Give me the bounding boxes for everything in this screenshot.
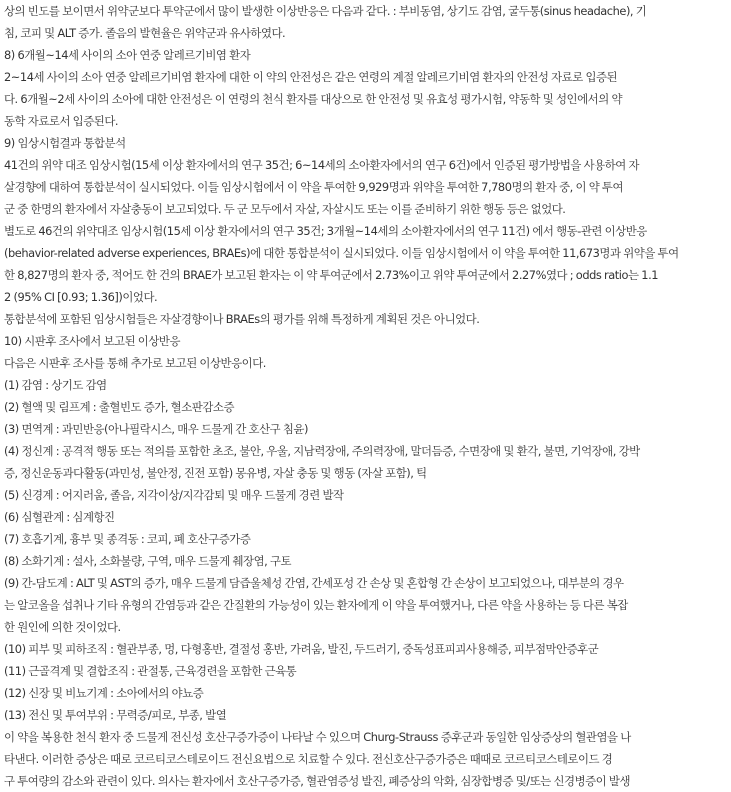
list-item-continuation: 는 알코올을 섭취나 기타 유형의 간염등과 같은 간질환의 가능성이 있는 환자에게 이 약을 투여했거나, 다른 약을 사용하는 등 다른 복잡 [4, 598, 628, 612]
list-item: (5) 신경계 : 어지러움, 졸음, 지각이상/지각감퇴 및 매우 드물게 경련 발작 [4, 488, 344, 502]
text-line: 2 (95% CI [0.93; 1.36])이었다. [4, 290, 158, 304]
text-line: 타낸다. 이러한 증상은 때로 코르티코스테로이드 전신요법으로 치료할 수 있다. 전신호산구증가증은 때때로 코르티코스테로이드 경 [4, 752, 613, 766]
section-heading-9: 9) 임상시험결과 통합분석 [4, 136, 126, 150]
text-line: 다. 6개월~2세 사이의 소아에 대한 안전성은 이 연령의 천식 환자를 대상으로 한 안전성 및 유효성 평가시험, 약동학 및 성인에서의 약 [4, 92, 622, 106]
list-item: (13) 전신 및 투여부위 : 무력증/피로, 부종, 발열 [4, 708, 227, 722]
list-item: (11) 근골격계 및 결합조직 : 관절통, 근육경련을 포함한 근육통 [4, 664, 297, 678]
text-line: 이 약을 복용한 천식 환자 중 드물게 전신성 호산구증가증이 나타날 수 있으며 Churg-Strauss 증후군과 동일한 임상증상의 혈관염을 나 [4, 730, 631, 744]
text-line: 통합분석에 포함된 임상시험들은 자살경향이나 BRAEs의 평가를 위해 특정하게 계획된 것은 아니었다. [4, 312, 480, 326]
list-item: (6) 심혈관계 : 심계항진 [4, 510, 115, 524]
section-heading-8: 8) 6개월~14세 사이의 소아 연중 알레르기비염 환자 [4, 48, 251, 62]
list-item: (10) 피부 및 피하조직 : 혈관부종, 멍, 다형홍반, 결절성 홍반, 가려움, 발진, 두드러기, 중독성표피괴사용해증, 피부점막안증후군 [4, 642, 599, 656]
list-item: (12) 신장 및 비뇨기계 : 소아에서의 야뇨증 [4, 686, 204, 700]
list-item: (1) 감염 : 상기도 감염 [4, 378, 107, 392]
text-line: 41건의 위약 대조 임상시험(15세 이상 환자에서의 연구 35건; 6~14세의 소아환자에서의 연구 6건)에서 인증된 평가방법을 사용하여 자 [4, 158, 640, 172]
text-line: 침, 코피 및 ALT 증가. 졸음의 발현율은 위약군과 유사하였다. [4, 26, 286, 40]
list-item: (3) 면역계 : 과민반응(아나필락시스, 매우 드물게 간 호산구 침윤) [4, 422, 308, 436]
text-line: 구 투여량의 감소와 관련이 있다. 의사는 환자에서 호산구증가증, 혈관염증성 발진, 폐증상의 악화, 심장합병증 및/또는 신경병증이 발생 [4, 774, 631, 788]
list-item: (2) 혈액 및 림프계 : 출혈빈도 증가, 혈소판감소증 [4, 400, 234, 414]
section-heading-10: 10) 시판후 조사에서 보고된 이상반응 [4, 334, 181, 348]
text-line: (behavior-related adverse experiences, BRAEs)에 대한 통합분석이 실시되었다. 이들 임상시험에서 이 약을 투여한 11,673명과 위약을 투여 [4, 246, 679, 260]
document-body [4, 0, 729, 792]
text-line: 2~14세 사이의 소아 연중 알레르기비염 환자에 대한 이 약의 안전성은 같은 연령의 계절 알레르기비염 환자의 안전성 자료로 입증된 [4, 70, 618, 84]
list-item: (9) 간-담도계 : ALT 및 AST의 증가, 매우 드물게 담즙울체성 간염, 간세포성 간 손상 및 혼합형 간 손상이 보고되었으나, 대부분의 경우 [4, 576, 624, 590]
list-item: (8) 소화기계 : 설사, 소화불량, 구역, 매우 드물게 췌장염, 구토 [4, 554, 292, 568]
list-item-continuation: 한 원인에 의한 것이었다. [4, 620, 121, 634]
text-line: 별도로 46건의 위약대조 임상시험(15세 이상 환자에서의 연구 35건; 3개월~14세의 소아환자에서의 연구 11건) 에서 행동-관련 이상반응 [4, 224, 647, 238]
text-line: 군 중 한명의 환자에서 자살충동이 보고되었다. 두 군 모두에서 자살, 자살시도 또는 이를 준비하기 위한 행동 등은 없었다. [4, 202, 566, 216]
text-line: 다음은 시판후 조사를 통해 추가로 보고된 이상반응이다. [4, 356, 266, 370]
list-item: (4) 정신계 : 공격적 행동 또는 적의를 포함한 초조, 불안, 우울, 지남력장애, 주의력장애, 말더듬증, 수면장애 및 환각, 불면, 기억장애, 강박 [4, 444, 640, 458]
text-line: 상의 빈도를 보이면서 위약군보다 투약군에서 많이 발생한 이상반응은 다음과 같다. : 부비동염, 상기도 감염, 굴두통(sinus headache), 기 [4, 4, 647, 18]
text-line: 동학 자료로서 입증된다. [4, 114, 119, 128]
list-item: (7) 호흡기계, 흉부 및 종격동 : 코피, 폐 호산구증가증 [4, 532, 251, 546]
list-item-continuation: 증, 정신운동과다활동(과민성, 불안정, 진전 포함) 몽유병, 자살 충동 및 행동 (자살 포함), 틱 [4, 466, 427, 480]
text-line: 한 8,827명의 환자 중, 적어도 한 건의 BRAE가 보고된 환자는 이 약 투여군에서 2.73%이고 위약 투여군에서 2.27%였다 ; odds ratio는 1.1 [4, 268, 659, 282]
text-line: 살경향에 대하여 통합분석이 실시되었다. 이들 임상시험에서 이 약을 투여한 9,929명과 위약을 투여한 7,780명의 환자 중, 이 약 투여 [4, 180, 624, 194]
